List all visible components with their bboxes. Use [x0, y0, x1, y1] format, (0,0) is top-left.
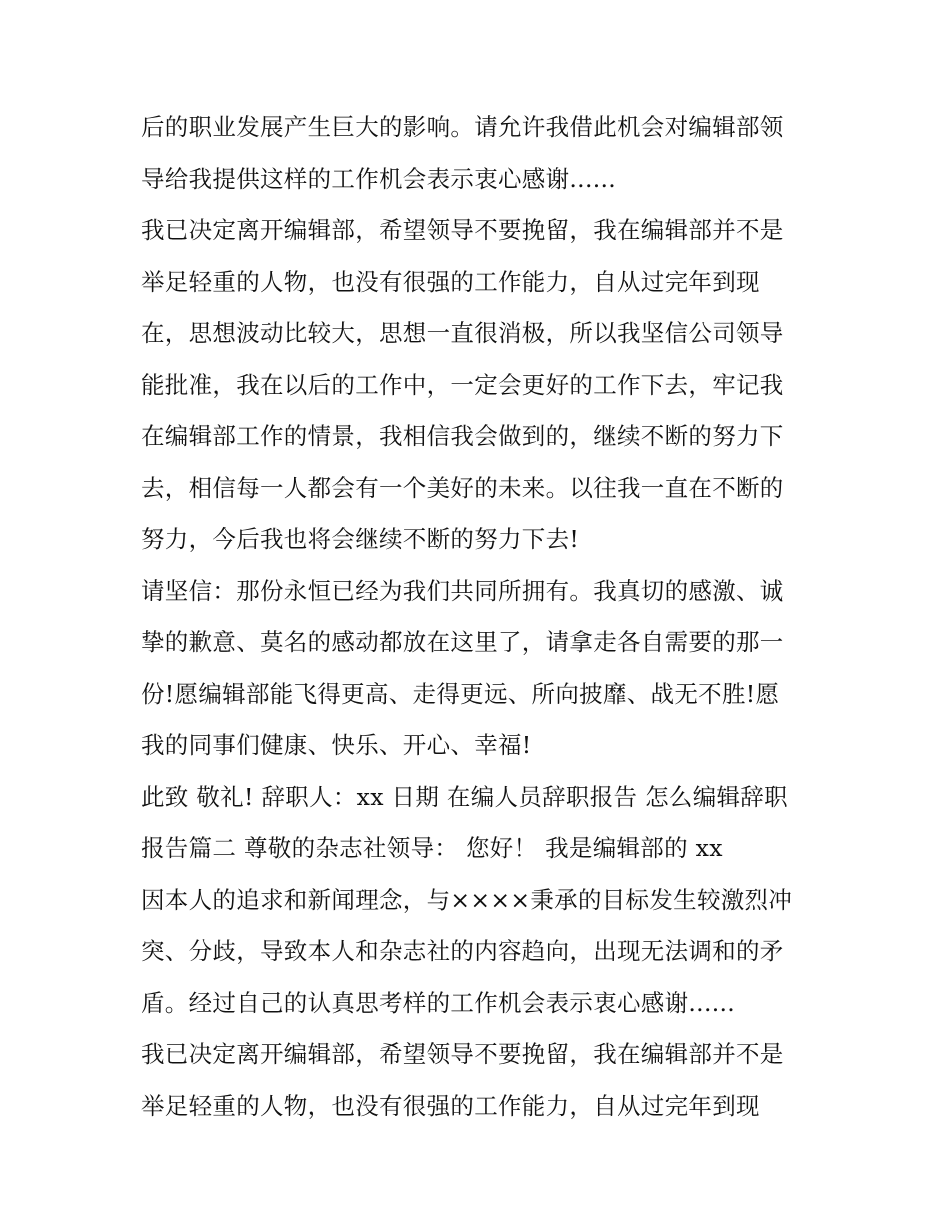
text-line: 我已决定离开编辑部，希望领导不要挽留，我在编辑部并不是 [141, 216, 784, 244]
text-line: 在编辑部工作的情景，我相信我会做到的，继续不断的努力下 [141, 422, 784, 450]
text-line: 报告篇二 尊敬的杂志社领导： 您好！ 我是编辑部的 xx [141, 834, 723, 862]
text-line: 在，思想波动比较大，思想一直很消极，所以我坚信公司领导 [141, 319, 784, 347]
text-line: 突、分歧，导致本人和杂志社的内容趋向，出现无法调和的矛 [141, 937, 784, 965]
text-line: 请坚信：那份永恒已经为我们共同所拥有。我真切的感激、诚 [141, 576, 784, 605]
text-line: 此致 敬礼! 辞职人：xx 日期 在编人员辞职报告 怎么编辑辞职 [141, 782, 788, 811]
text-line: 能批准，我在以后的工作中，一定会更好的工作下去，牢记我 [141, 370, 784, 399]
text-line: 去，相信每一人都会有一个美好的未来。以往我一直在不断的 [141, 473, 784, 502]
text-line: 盾。经过自己的认真思考样的工作机会表示衷心感谢...... [141, 988, 736, 1017]
text-line: 举足轻重的人物，也没有很强的工作能力，自从过完年到现 [141, 267, 760, 296]
text-line: 我的同事们健康、快乐、开心、幸福! [141, 731, 532, 759]
text-line: 我已决定离开编辑部，希望领导不要挽留，我在编辑部并不是 [141, 1040, 784, 1068]
text-line: 因本人的追求和新闻理念，与××××秉承的目标发生较激烈冲 [141, 885, 793, 914]
text-line: 挚的歉意、莫名的感动都放在这里了，请拿走各自需要的那一 [141, 628, 784, 656]
text-line: 举足轻重的人物，也没有很强的工作能力，自从过完年到现 [141, 1091, 760, 1120]
text-line: 导给我提供这样的工作机会表示衷心感谢...... [141, 164, 617, 193]
text-line: 后的职业发展产生巨大的影响。请允许我借此机会对编辑部领 [141, 113, 784, 141]
body-text [141, 102, 821, 1132]
text-line: 份!愿编辑部能飞得更高、走得更远、所向披靡、战无不胜!愿 [141, 679, 780, 708]
text-line: 努力，今后我也将会继续不断的努力下去! [141, 525, 580, 553]
